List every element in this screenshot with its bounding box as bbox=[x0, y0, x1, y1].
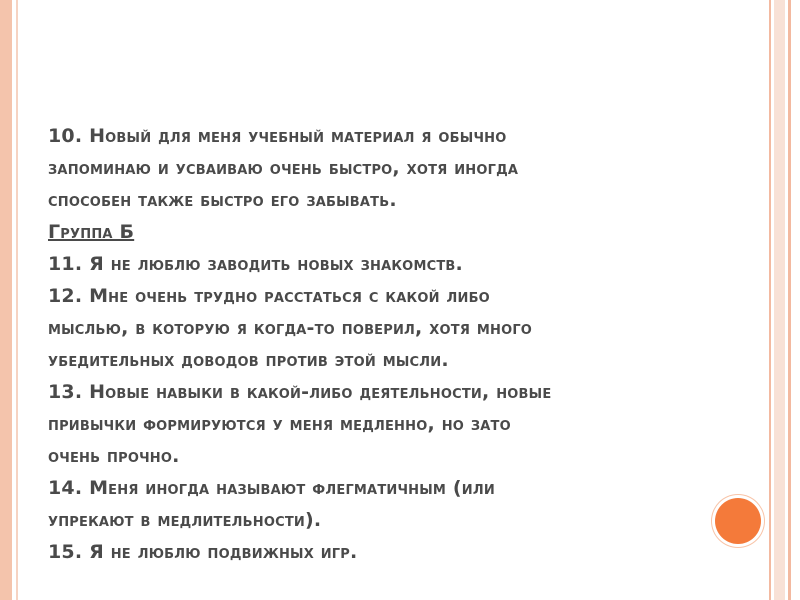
question-12-line-3: убедительных доводов против этой мысли. bbox=[48, 349, 449, 371]
question-13-line-2: привычки формируются у меня медленно, но зато bbox=[48, 413, 511, 435]
group-heading: Группа Б bbox=[48, 221, 135, 243]
right-border-band bbox=[774, 0, 785, 600]
question-12-line-2: мыслью, в которую я когда-то поверил, хотя много bbox=[48, 317, 533, 339]
question-10-line-1: 10. Новый для меня учебный материал я обычно bbox=[48, 125, 507, 147]
right-border-line-outer bbox=[788, 0, 791, 600]
question-10-line-2: запоминаю и усваиваю очень быстро, хотя иногда bbox=[48, 157, 519, 179]
question-13-line-3: очень прочно. bbox=[48, 445, 180, 467]
left-border-band bbox=[0, 0, 12, 600]
question-14-line-2: упрекают в медлительности). bbox=[48, 509, 322, 531]
question-12-line-1: 12. Мне очень трудно расстаться с какой либо bbox=[48, 285, 490, 307]
question-11-line-1: 11. Я не люблю заводить новых знакомств. bbox=[48, 253, 463, 275]
left-border-line bbox=[16, 0, 18, 600]
question-10-line-3: способен также быстро его забывать. bbox=[48, 189, 397, 211]
question-14-line-1: 14. Меня иногда называют флегматичным (или bbox=[48, 477, 495, 499]
question-13-line-1: 13. Новые навыки в какой-либо деятельности, новые bbox=[48, 381, 552, 403]
slide-body-text bbox=[48, 120, 738, 568]
right-border-line-inner bbox=[769, 0, 771, 600]
question-15-line-1: 15. Я не люблю подвижных игр. bbox=[48, 541, 358, 563]
